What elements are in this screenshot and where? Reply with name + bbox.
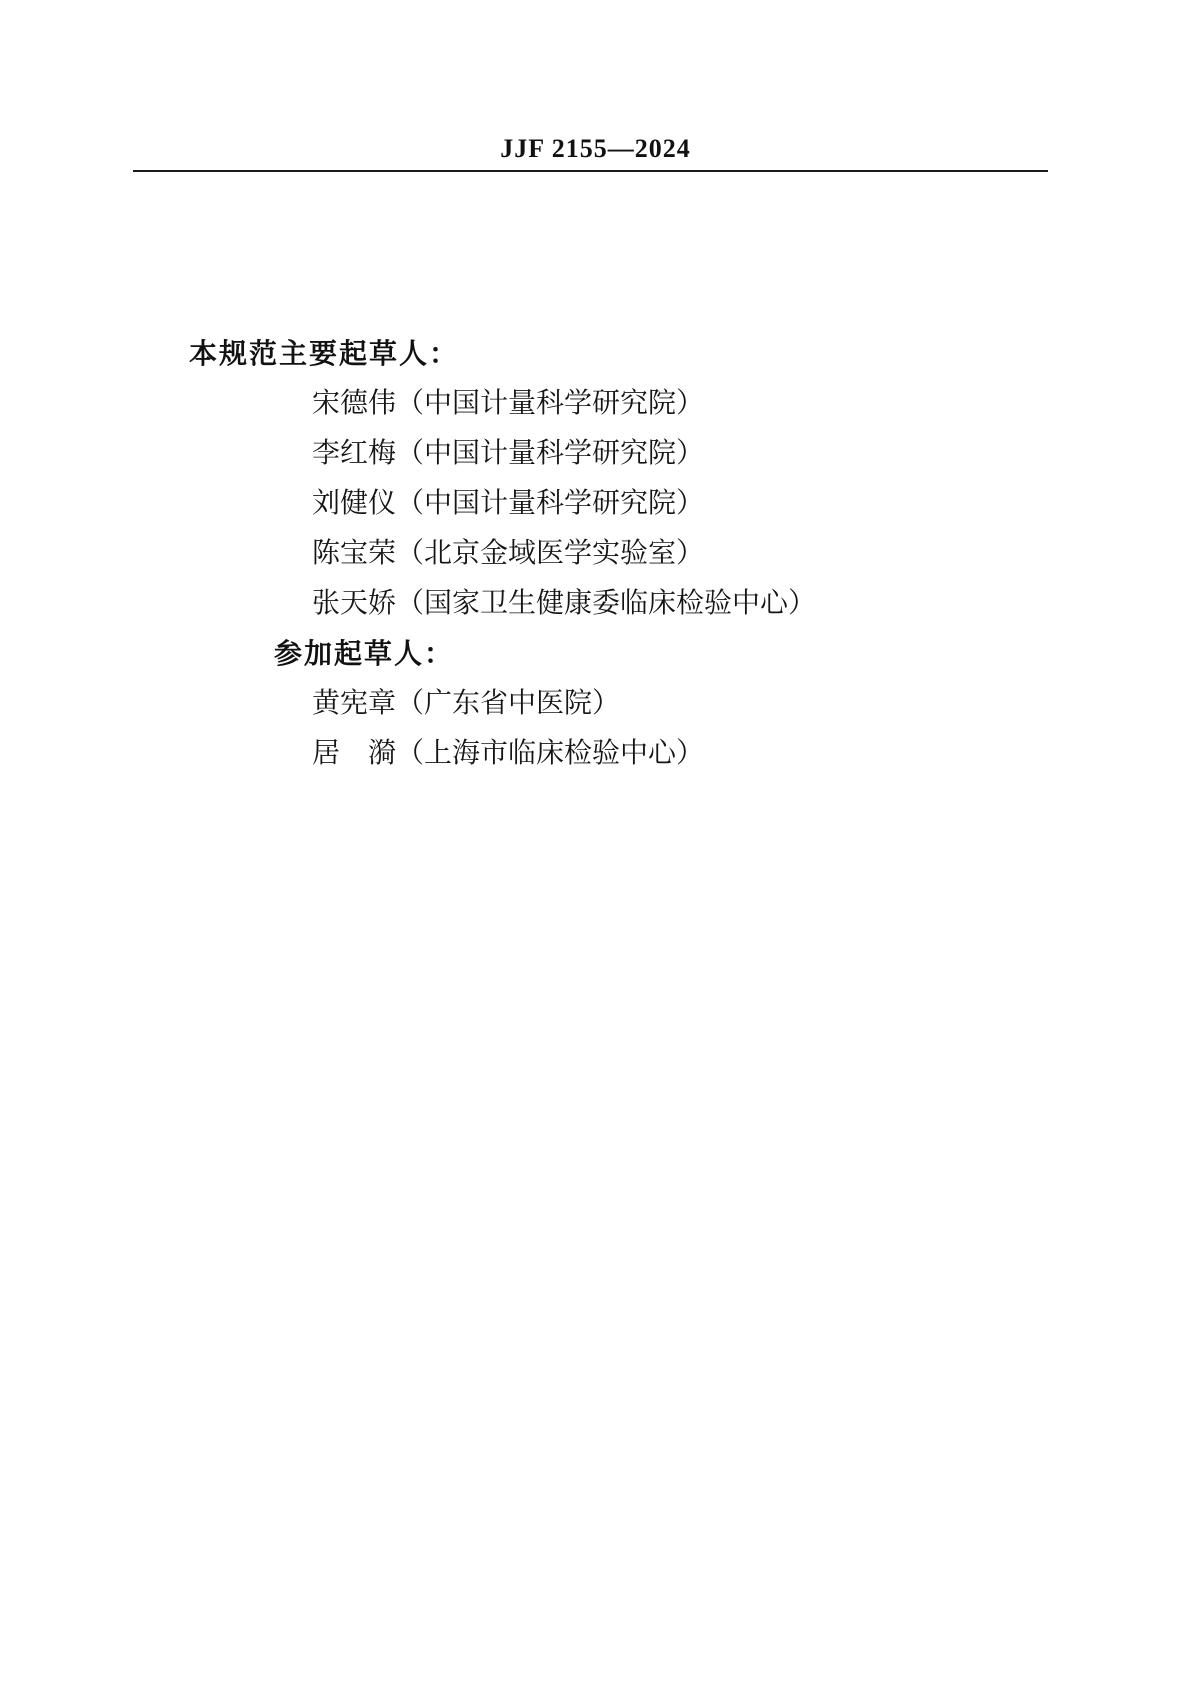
drafter-entry: 宋德伟（中国计量科学研究院） — [312, 388, 705, 419]
drafter-entry: 黄宪章（广东省中医院） — [312, 688, 621, 719]
drafter-entry: 张天娇（国家卫生健康委临床检验中心） — [312, 588, 817, 619]
section-heading-participating-drafters: 参加起草人： — [274, 638, 455, 669]
section-heading-main-drafters: 本规范主要起草人： — [189, 338, 460, 369]
drafter-entry: 李红梅（中国计量科学研究院） — [312, 438, 705, 469]
standard-code-header: JJF 2155—2024 — [500, 134, 691, 163]
drafter-entry: 刘健仪（中国计量科学研究院） — [312, 488, 705, 519]
drafter-entry: 居 漪（上海市临床检验中心） — [312, 738, 705, 769]
header-rule — [133, 170, 1048, 172]
drafter-entry: 陈宝荣（北京金域医学实验室） — [312, 538, 705, 569]
